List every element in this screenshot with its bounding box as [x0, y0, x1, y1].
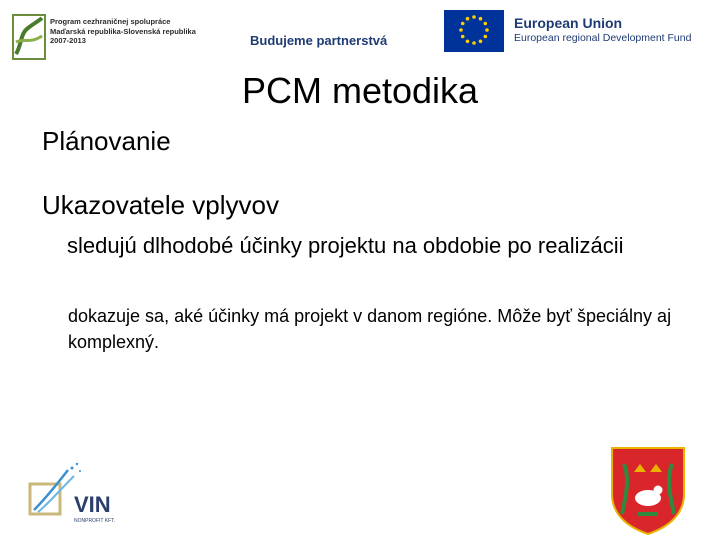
slogan: Budujeme partnerstvá [250, 33, 388, 48]
vin-logo-text: VIN [74, 492, 111, 517]
heading-planning: Plánovanie [42, 126, 171, 156]
eu-subtitle: European regional Development Fund [514, 32, 692, 44]
vin-logo-icon [28, 462, 148, 530]
program-logo-icon [12, 14, 46, 60]
heading-impact-indicators: Ukazovatele vplyvov [42, 190, 279, 220]
eu-title: European Union [514, 15, 623, 31]
bullet-region-effects: dokazuje sa, aké účinky má projekt v danom regióne. Môže byť špeciálny aj komplexný. [68, 306, 672, 352]
bullet-long-term-effects: sledujú dlhodobé účinky projektu na obdobie po realizácii [67, 233, 624, 258]
program-text [50, 17, 196, 46]
vin-logo [28, 462, 148, 530]
program-line-1: Program cezhraničnej spolupráce [50, 17, 171, 26]
program-line-3: 2007-2013 [50, 36, 86, 45]
eu-flag-icon [444, 10, 504, 52]
slide-title [0, 66, 720, 116]
eu-text [514, 15, 691, 45]
vin-logo-sub: NONPROFIT KFT. [74, 518, 116, 524]
crest-icon [608, 444, 688, 536]
program-line-2: Maďarská republika-Slovenská republika [50, 26, 196, 36]
program-logo [12, 14, 212, 64]
slide-title-text: PCM metodika [241, 70, 479, 111]
